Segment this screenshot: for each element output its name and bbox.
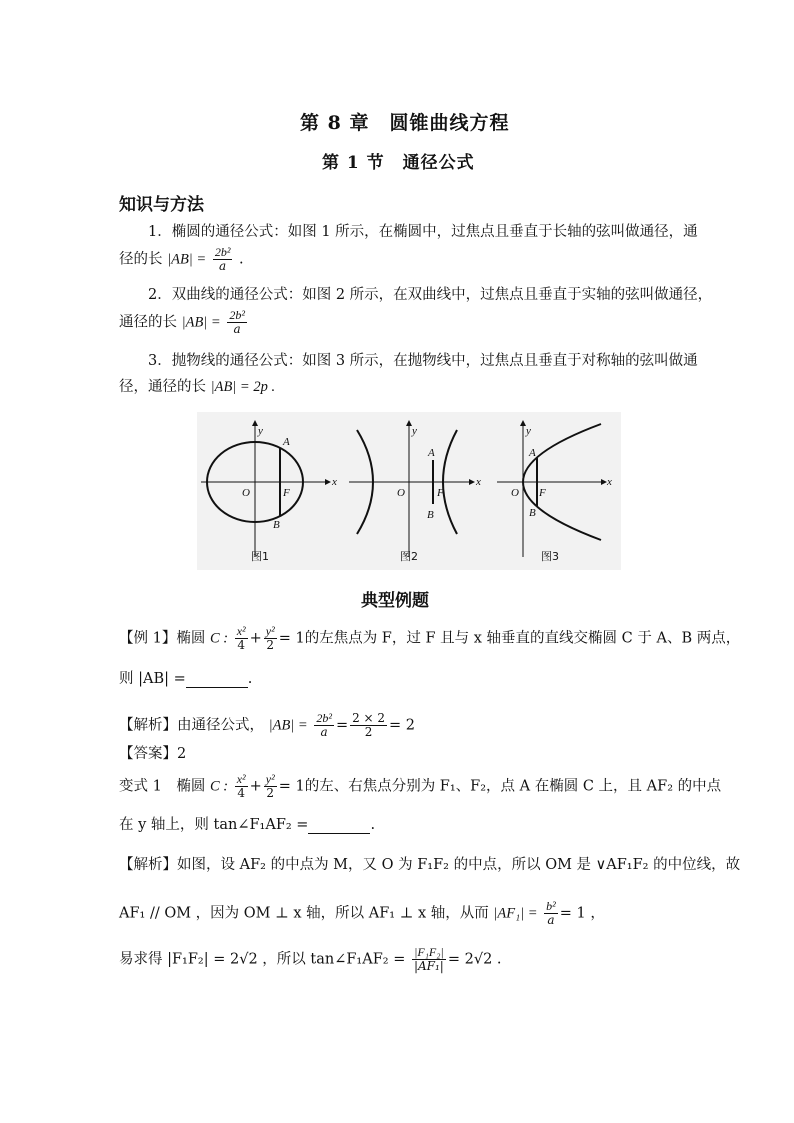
fig3-caption: 图3 <box>541 550 559 563</box>
solution1-frac2 <box>350 712 387 739</box>
item2-fraction <box>227 309 247 336</box>
solution2-frac1-den: a <box>547 913 555 927</box>
example1-frac2-den: 2 <box>266 638 275 652</box>
item2-line1: 2．双曲线的通径公式：如图 2 所示，在双曲线中，过焦点且垂直于实轴的弦叫做通径， <box>148 287 713 303</box>
solution2-frac2-num: |F₁F₂| <box>412 946 446 960</box>
fig2-label-B: B <box>427 509 434 521</box>
variant1-line2-text: 在 y 轴上，则 tan∠F₁AF₂ = <box>119 817 309 833</box>
fig3-label-F: F <box>539 487 546 499</box>
fig1-label-O: O <box>242 487 250 499</box>
item2-line2 <box>119 309 249 336</box>
examples-heading: 典型例题 <box>361 591 429 611</box>
solution2-line2 <box>119 900 605 927</box>
variant1-frac1-num: x² <box>236 772 246 786</box>
solution1-frac1-num: 2b² <box>316 711 332 725</box>
solution1-frac1-den: a <box>320 725 328 739</box>
item2-num: 2b² <box>229 308 245 322</box>
item1-line1: 1．椭圆的通径公式：如图 1 所示，在椭圆中，过焦点且垂直于长轴的弦叫做通径，通 <box>148 224 698 240</box>
fig1-label-A: A <box>283 436 290 448</box>
solution2-tag: 【解析】 <box>119 857 177 873</box>
item1-num: 2b² <box>214 245 231 259</box>
fig3-label-y: y <box>526 425 531 437</box>
example1-t1: 椭圆 <box>176 630 206 647</box>
variant1-frac1-den: 4 <box>237 786 245 800</box>
variant1-C: C : <box>209 778 229 795</box>
solution1-result: = 2 <box>389 717 416 734</box>
answer1-line <box>119 745 186 763</box>
item1-lhs: |AB| = <box>167 251 207 268</box>
variant1-line2 <box>119 816 375 834</box>
solution1-frac2-den: 2 <box>364 725 373 739</box>
example1-end: . <box>247 671 253 687</box>
fig3-label-A: A <box>529 447 536 459</box>
variant1-eq: = 1 <box>278 778 305 795</box>
variant1-answer-blank <box>308 819 370 834</box>
solution2-frac1 <box>544 900 558 927</box>
item3-line1: 3．抛物线的通径公式：如图 3 所示，在抛物线中，过焦点且垂直于对称轴的弦叫做通 <box>148 353 698 369</box>
item1-fraction <box>213 246 233 273</box>
solution2-line2a: AF₁ // OM ，因为 OM ⊥ x 轴，所以 AF₁ ⊥ x 轴，从而 <box>119 905 489 922</box>
variant1-frac2-num: y² <box>265 772 275 786</box>
fig2-caption: 图2 <box>400 550 418 563</box>
example1-frac1-num: x² <box>236 624 246 638</box>
solution1-frac1 <box>314 712 334 739</box>
solution2-line3a: 易求得 |F₁F₂| = 2√2 ，所以 tan∠F₁AF₂ = <box>119 951 406 968</box>
solution2-frac1-num: b² <box>546 899 556 913</box>
fig2-x-arrow-icon <box>469 479 475 485</box>
fig3-label-O: O <box>511 487 519 499</box>
fig3-label-x: x <box>607 476 612 488</box>
example1-line2 <box>119 670 252 688</box>
item1-prefix: 径的长 <box>119 251 163 268</box>
example1-eq: = 1 <box>278 630 305 647</box>
variant1-frac1 <box>235 773 248 800</box>
variant1-end: . <box>370 817 376 833</box>
item1-line2 <box>119 246 244 273</box>
answer1-tag: 【答案】 <box>119 746 177 762</box>
solution2-line1-text: 如图，设 AF₂ 的中点为 M，又 O 为 F₁F₂ 的中点，所以 OM 是 ∨AF₁F₂ 的中位线，故 <box>177 857 741 873</box>
chapter-title: 第 8 章 圆锥曲线方程 <box>300 112 510 134</box>
figures-svg <box>197 412 621 570</box>
item1-end: . <box>239 251 244 268</box>
figure3-parabola <box>497 420 612 563</box>
fig1-x-arrow-icon <box>325 479 331 485</box>
solution1-lhs: |AB| = <box>268 717 308 734</box>
section-title: 第 1 节 通径公式 <box>322 153 475 173</box>
example1-line1 <box>119 625 740 652</box>
fig1-label-x: x <box>332 476 337 488</box>
example1-frac2 <box>264 625 277 652</box>
example1-line2-text: 则 |AB| = <box>119 671 186 687</box>
fig1-label-y: y <box>258 425 263 437</box>
solution2-frac2 <box>412 946 446 973</box>
fig1-caption: 图1 <box>251 550 269 563</box>
solution2-line3 <box>119 946 502 973</box>
item3-line2 <box>119 378 275 396</box>
variant1-frac2-den: 2 <box>266 786 275 800</box>
fig1-label-B: B <box>273 519 280 531</box>
example1-tag: 【例 1】 <box>119 630 177 647</box>
item1-den: a <box>219 259 227 273</box>
item3-formula: |AB| = 2p . <box>210 379 276 395</box>
solution2-frac2-den: |AF₁| <box>413 959 444 973</box>
solution1-tag: 【解析】 <box>119 717 177 734</box>
example1-C: C : <box>209 630 229 647</box>
solution2-line1 <box>119 856 740 874</box>
example1-t2: 的左焦点为 F，过 F 且与 x 轴垂直的直线交椭圆 C 于 A、B 两点， <box>304 630 741 647</box>
solution1-line <box>119 712 415 739</box>
fig2-label-F: F <box>437 487 444 499</box>
item2-lhs: |AB| = <box>181 314 221 331</box>
fig2-label-y: y <box>412 425 417 437</box>
item2-den: a <box>233 322 241 336</box>
variant1-plus: + <box>249 778 262 795</box>
variant1-frac2 <box>264 773 277 800</box>
figure1-ellipse <box>201 420 337 563</box>
item3-prefix: 径，通径的长 <box>119 379 206 395</box>
example1-frac1-den: 4 <box>237 638 245 652</box>
solution1-text: 由通径公式， <box>177 717 264 734</box>
fig2-label-O: O <box>397 487 405 499</box>
knowledge-heading: 知识与方法 <box>119 195 204 215</box>
fig2-label-x: x <box>476 476 481 488</box>
solution1-frac2-num: 2 × 2 <box>352 711 386 725</box>
variant1-label: 变式 1 椭圆 <box>119 778 206 795</box>
answer1-value: 2 <box>177 746 187 762</box>
fig1-label-F: F <box>283 487 290 499</box>
solution1-eq: = <box>335 717 349 734</box>
item2-prefix: 通径的长 <box>119 314 177 331</box>
example1-frac2-num: y² <box>265 624 275 638</box>
solution2-line2-lhs: |AF₁| = <box>493 905 538 922</box>
solution2-line2-end: = 1 ， <box>559 905 605 922</box>
solution2-line3-end: = 2√2 . <box>447 951 502 968</box>
example1-answer-blank <box>186 673 248 688</box>
example1-frac1 <box>235 625 248 652</box>
variant1-line1 <box>119 773 721 800</box>
example1-plus: + <box>249 630 262 647</box>
figure2-hyperbola <box>349 420 481 563</box>
conic-figures <box>197 412 621 570</box>
variant1-t2: 的左、右焦点分别为 F₁、F₂，点 A 在椭圆 C 上，且 AF₂ 的中点 <box>304 778 722 795</box>
fig2-label-A: A <box>428 447 435 459</box>
fig3-label-B: B <box>529 507 536 519</box>
